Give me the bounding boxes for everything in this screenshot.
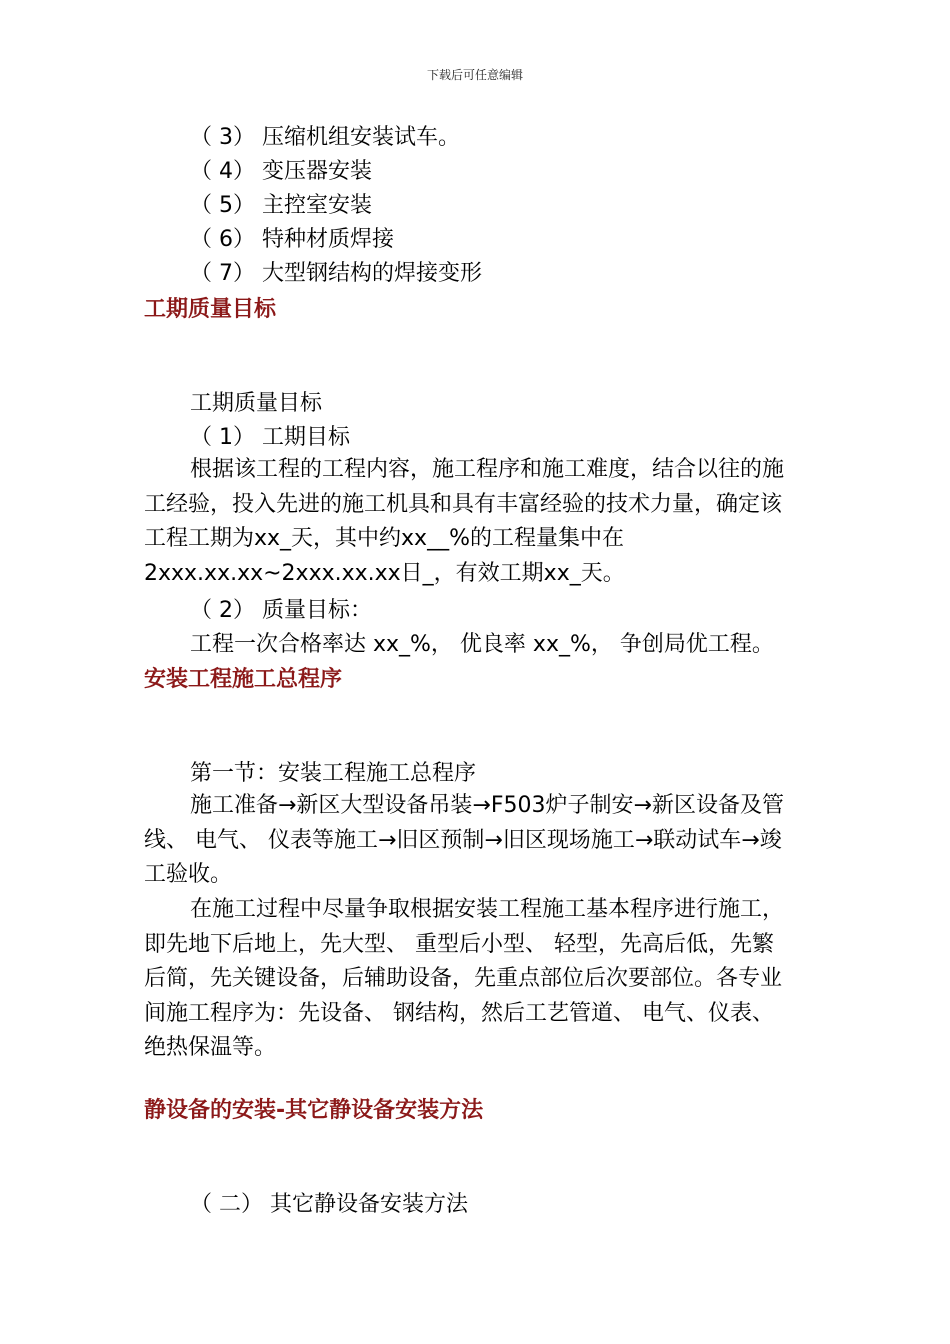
schedule-goal-item: （ 1） 工期目标 bbox=[190, 425, 350, 450]
list-item: （ 3） 压缩机组安装试车。 bbox=[190, 125, 460, 150]
section-subtitle: 第一节：安装工程施工总程序 bbox=[190, 761, 477, 786]
program-flow-paragraph: 施工准备→新区大型设备吊装→F503炉子制安→新区设备及管线、 电气、 仪表等施工→旧区预制→旧区现场施工→联动试车→竣工验收。 bbox=[144, 793, 784, 887]
section-subtitle: （ 二） 其它静设备安装方法 bbox=[190, 1192, 468, 1217]
program-principles-paragraph: 在施工过程中尽量争取根据安装工程施工基本程序进行施工，即先地下后地上，先大型、 重型后小型、 轻型，先高后低，先繁后简，先关键设备，后辅助设备，先重点部位后次要部位。各专业间施工程序为：先设备、 钢结构，然后工艺管道、 电气、仪表、 绝热保温等。 bbox=[144, 897, 785, 1060]
list-item: （ 7） 大型钢结构的焊接变形 bbox=[190, 261, 482, 286]
list-item: （ 6） 特种材质焊接 bbox=[190, 227, 394, 252]
section-subtitle: 工期质量目标 bbox=[190, 391, 323, 416]
schedule-goal-paragraph: 根据该工程的工程内容，施工程序和施工难度，结合以往的施工经验，投入先进的施工机具和具有丰富经验的技术力量，确定该工程工期为xx_天，其中约xx__%的工程量集中在2xxx.xx.xx~2xxx.xx.xx日_，有效工期xx_天。 bbox=[144, 457, 785, 586]
quality-goal-item: （ 2） 质量目标： bbox=[190, 598, 372, 623]
section-heading-schedule-quality: 工期质量目标 bbox=[144, 297, 277, 322]
section-heading-static-equipment: 静设备的安装-其它静设备安装方法 bbox=[144, 1098, 484, 1123]
list-item: （ 5） 主控室安装 bbox=[190, 193, 372, 218]
list-item: （ 4） 变压器安装 bbox=[190, 159, 372, 184]
quality-goal-paragraph: 工程一次合格率达 xx_%， 优良率 xx_%， 争创局优工程。 bbox=[190, 632, 774, 657]
section-heading-installation-program: 安装工程施工总程序 bbox=[144, 667, 343, 692]
header-watermark: 下载后可任意编辑 bbox=[426, 68, 523, 82]
